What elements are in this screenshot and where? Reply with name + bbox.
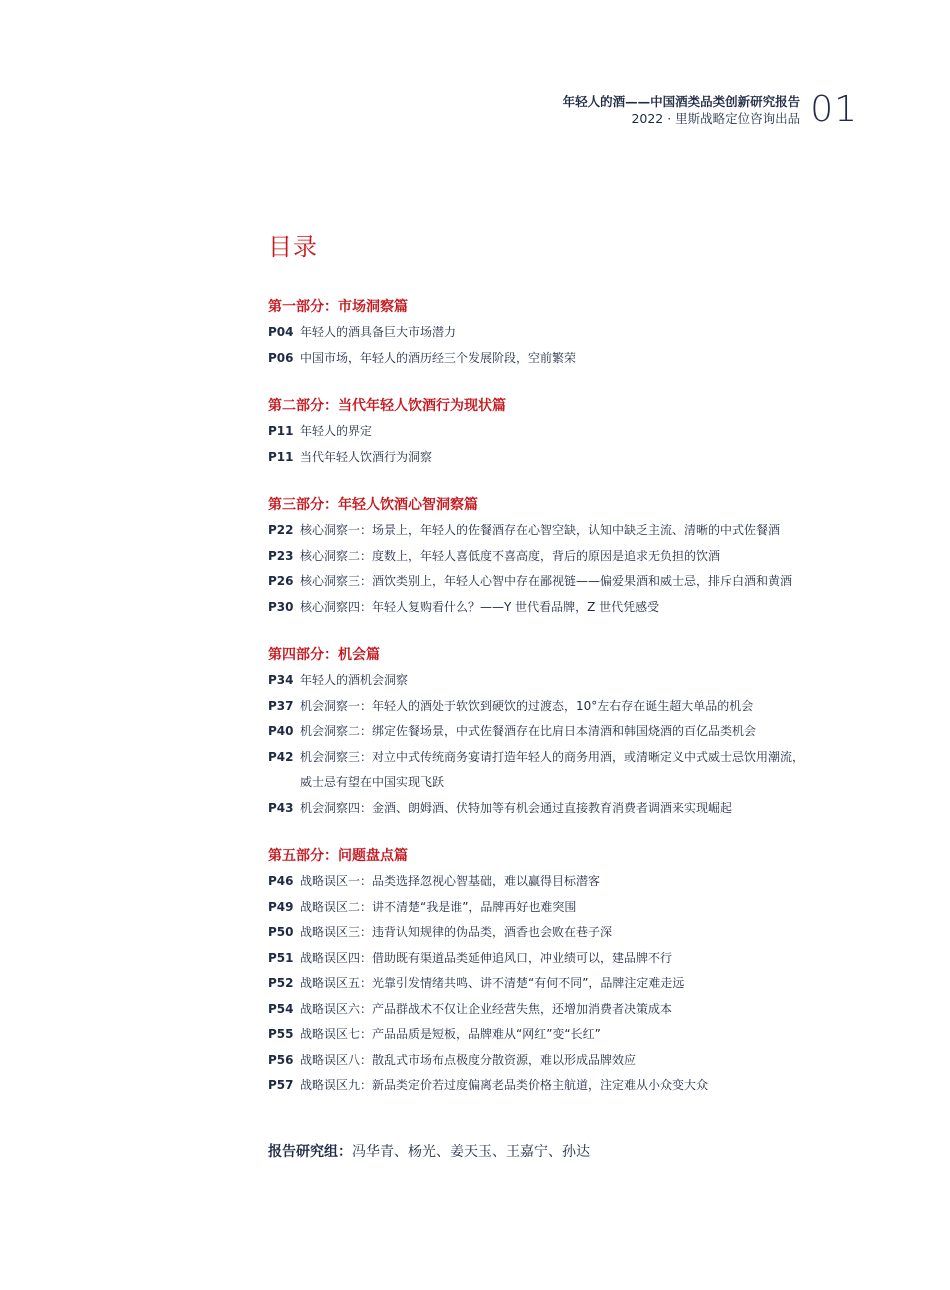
toc-entry[interactable] bbox=[268, 745, 868, 796]
toc-entry[interactable] bbox=[268, 419, 868, 445]
entry-page-number: P42 bbox=[268, 749, 294, 764]
entry-page-number: P46 bbox=[268, 874, 294, 888]
section-title: 第三部分：年轻人饮酒心智洞察篇 bbox=[268, 497, 478, 513]
research-team bbox=[268, 1140, 590, 1164]
entry-text-block bbox=[300, 796, 868, 822]
entry-text: 战略误区四：借助既有渠道品类延伸追风口，冲业绩可以，建品牌不行 bbox=[300, 950, 673, 965]
toc-section bbox=[268, 297, 868, 371]
entry-text: 年轻人的酒具备巨大市场潜力 bbox=[300, 325, 457, 339]
entry-text-block bbox=[300, 595, 868, 621]
entry-text: 战略误区二：讲不清楚“我是谁”，品牌再好也难突围 bbox=[300, 899, 577, 914]
entry-page-number: P40 bbox=[268, 724, 294, 738]
entry-text: 机会洞察一：年轻人的酒处于软饮到硬饮的过渡态，10°左右存在诞生超大单品的机会 bbox=[300, 698, 754, 713]
entry-text: 核心洞察四：年轻人复购看什么？——Y 世代看品牌，Z 世代凭感受 bbox=[300, 599, 660, 614]
toc-entry[interactable] bbox=[268, 869, 868, 895]
entry-text-block bbox=[300, 745, 868, 796]
research-team-members: 冯华青、杨光、姜天玉、王嘉宁、孙达 bbox=[352, 1144, 590, 1160]
toc-title: 目录 bbox=[268, 233, 318, 261]
entry-text-block bbox=[300, 346, 868, 372]
entry-page-number: P30 bbox=[268, 599, 294, 614]
toc-entry[interactable] bbox=[268, 946, 868, 972]
entry-page-number: P56 bbox=[268, 1052, 294, 1067]
entry-text: 战略误区六：产品群战术不仅让企业经营失焦，还增加消费者决策成本 bbox=[300, 1001, 673, 1016]
header-text-block bbox=[563, 94, 801, 127]
entry-text-block bbox=[300, 445, 868, 471]
entry-text-block bbox=[300, 419, 868, 445]
toc-section bbox=[268, 396, 868, 470]
entry-text: 战略误区八：散乱式市场布点极度分散资源，难以形成品牌效应 bbox=[300, 1052, 637, 1067]
entry-text-block bbox=[300, 997, 868, 1023]
entry-page-number: P52 bbox=[268, 976, 294, 990]
research-team-label: 报告研究组： bbox=[268, 1144, 352, 1160]
entry-page-number: P57 bbox=[268, 1078, 294, 1092]
entry-page-number: P49 bbox=[268, 899, 294, 914]
entry-text: 机会洞察四：金酒、朗姆酒、伏特加等有机会通过直接教育消费者调酒来实现崛起 bbox=[300, 800, 733, 815]
entry-text-block bbox=[300, 895, 868, 921]
toc-section bbox=[268, 846, 868, 1099]
entry-page-number: P50 bbox=[268, 925, 294, 939]
entry-text-block bbox=[300, 946, 868, 972]
entry-text-block bbox=[300, 320, 868, 346]
toc-section bbox=[268, 495, 868, 620]
section-title: 第四部分：机会篇 bbox=[268, 647, 380, 663]
entry-text-block bbox=[300, 694, 868, 720]
toc-entry[interactable] bbox=[268, 1048, 868, 1074]
section-title: 第一部分：市场洞察篇 bbox=[268, 299, 408, 315]
entry-text-block bbox=[300, 668, 868, 694]
entry-text: 战略误区五：光靠引发情绪共鸣、讲不清楚“有何不同”，品牌注定难走远 bbox=[300, 976, 685, 990]
toc-entry[interactable] bbox=[268, 569, 868, 595]
toc-entry[interactable] bbox=[268, 971, 868, 997]
section-title: 第二部分：当代年轻人饮酒行为现状篇 bbox=[268, 398, 506, 414]
toc-entry[interactable] bbox=[268, 895, 868, 921]
entry-text: 年轻人的界定 bbox=[300, 424, 373, 438]
entry-text-block bbox=[300, 719, 868, 745]
entry-text: 战略误区一：品类选择忽视心智基础，难以赢得目标潜客 bbox=[300, 874, 601, 888]
toc-entry[interactable] bbox=[268, 997, 868, 1023]
toc-sections bbox=[268, 297, 868, 1124]
toc-entry[interactable] bbox=[268, 920, 868, 946]
page-header bbox=[562, 89, 858, 130]
entry-text-block bbox=[300, 544, 868, 570]
entry-text-block bbox=[300, 1073, 868, 1099]
toc-entry[interactable] bbox=[268, 1022, 868, 1048]
toc-entry[interactable] bbox=[268, 668, 868, 694]
entry-page-number: P04 bbox=[268, 325, 294, 339]
toc-entry[interactable] bbox=[268, 346, 868, 372]
toc-entry[interactable] bbox=[268, 595, 868, 621]
entry-text: 核心洞察二：度数上，年轻人喜低度不喜高度，背后的原因是追求无负担的饮酒 bbox=[300, 548, 721, 563]
toc-entry[interactable] bbox=[268, 719, 868, 745]
entry-text: 年轻人的酒机会洞察 bbox=[300, 673, 409, 687]
entry-text-block bbox=[300, 569, 868, 595]
entry-text-block bbox=[300, 518, 868, 544]
report-title: 年轻人的酒——中国酒类品类创新研究报告 bbox=[562, 93, 801, 109]
entry-text-block bbox=[300, 971, 868, 997]
entry-page-number: P11 bbox=[268, 424, 294, 438]
toc-entry[interactable] bbox=[268, 320, 868, 346]
toc-entry[interactable] bbox=[268, 796, 868, 822]
entry-page-number: P43 bbox=[268, 800, 294, 815]
entry-text: 战略误区九：新品类定价若过度偏离老品类价格主航道，注定难从小众变大众 bbox=[300, 1078, 709, 1092]
entry-text-continuation: 威士忌有望在中国实现飞跃 bbox=[300, 775, 445, 789]
entry-text: 当代年轻人饮酒行为洞察 bbox=[300, 449, 433, 464]
entry-text: 核心洞察三：酒饮类别上，年轻人心智中存在鄙视链——偏爱果酒和威士忌，排斥白酒和黄酒 bbox=[300, 574, 793, 588]
entry-text: 机会洞察二：绑定佐餐场景，中式佐餐酒存在比肩日本清酒和韩国烧酒的百亿品类机会 bbox=[300, 724, 757, 738]
section-title: 第五部分：问题盘点篇 bbox=[268, 848, 408, 864]
entry-page-number: P11 bbox=[268, 449, 294, 464]
entry-page-number: P54 bbox=[268, 1001, 294, 1016]
entry-text: 战略误区三：违背认知规律的伪品类，酒香也会败在巷子深 bbox=[300, 925, 613, 939]
entry-page-number: P34 bbox=[268, 673, 294, 687]
entry-text: 战略误区七：产品品质是短板，品牌难从“网红”变“长红” bbox=[300, 1027, 601, 1041]
toc-entry[interactable] bbox=[268, 694, 868, 720]
entry-text-block bbox=[300, 1048, 868, 1074]
entry-page-number: P37 bbox=[268, 698, 294, 713]
entry-text: 机会洞察三：对立中式传统商务宴请打造年轻人的商务用酒，或清晰定义中式威士忌饮用潮流， bbox=[300, 749, 805, 764]
entry-text-block bbox=[300, 869, 868, 895]
entry-text: 中国市场，年轻人的酒历经三个发展阶段，空前繁荣 bbox=[300, 350, 577, 365]
toc-entry[interactable] bbox=[268, 518, 868, 544]
entry-page-number: P23 bbox=[268, 548, 294, 563]
entry-text-block bbox=[300, 920, 868, 946]
toc-entry[interactable] bbox=[268, 445, 868, 471]
entry-page-number: P55 bbox=[268, 1027, 294, 1041]
toc-entry[interactable] bbox=[268, 1073, 868, 1099]
entry-page-number: P06 bbox=[268, 350, 294, 365]
entry-page-number: P26 bbox=[268, 574, 294, 588]
entry-page-number: P22 bbox=[268, 523, 294, 537]
entry-page-number: P51 bbox=[268, 950, 294, 965]
toc-section bbox=[268, 645, 868, 821]
report-subtitle: 2022 · 里斯战略定位咨询出品 bbox=[631, 110, 801, 126]
entry-text-block bbox=[300, 1022, 868, 1048]
toc-entry[interactable] bbox=[268, 544, 868, 570]
entry-text: 核心洞察一：场景上，年轻人的佐餐酒存在心智空缺，认知中缺乏主流、清晰的中式佐餐酒 bbox=[300, 523, 781, 537]
page-number: 01 bbox=[810, 89, 858, 130]
